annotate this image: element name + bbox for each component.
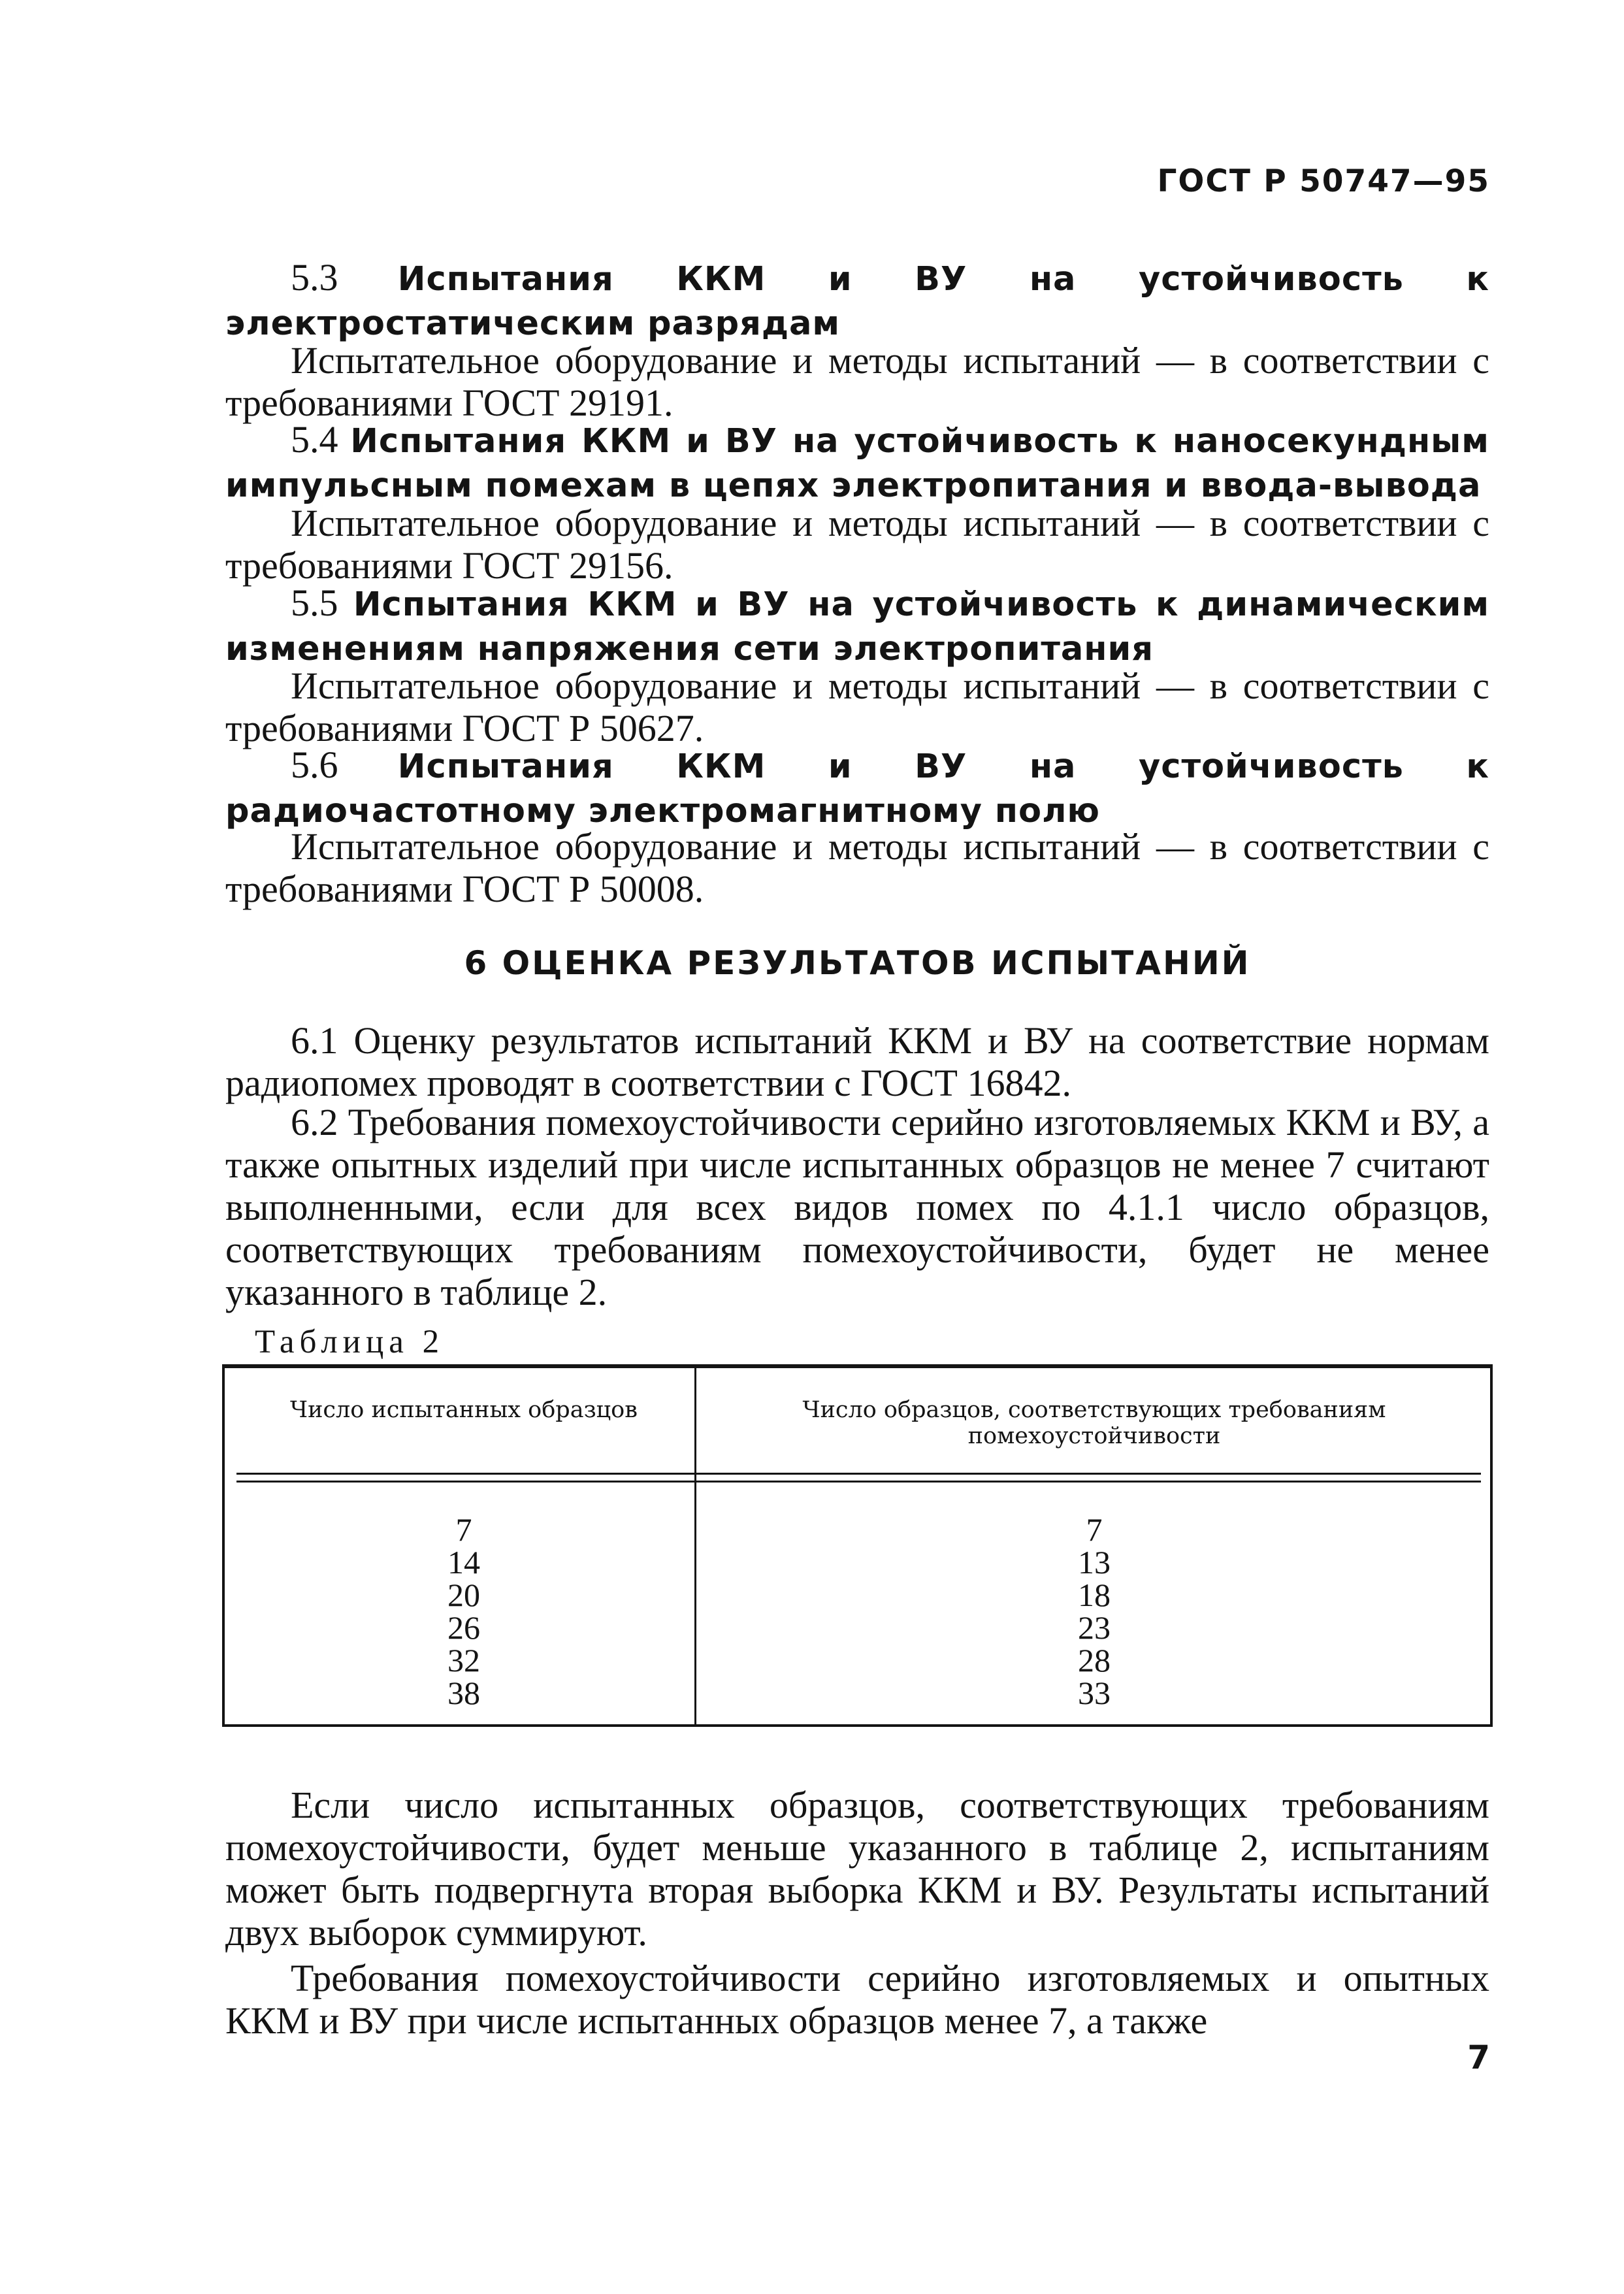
section-number: 5.4 [291,418,338,461]
page-number: 7 [1467,2039,1490,2076]
section-number: 5.3 [291,256,338,299]
section-5-3 [225,256,1489,345]
table-cell: 7 [455,1511,472,1548]
section-5-6 [225,744,1489,832]
header-rule-upper [236,1473,1481,1475]
table-cell: 32 [447,1642,480,1679]
table-cell: 18 [1078,1577,1111,1613]
paragraph-6-2: 6.2 Требования помехоустойчивости серийно изготовляемых ККМ и ВУ, а также опытных изделий при числе испытанных образцов не менее 7 считают выполненными, если для всех видов помех по 4.1.1 число образцов, соответствующих требованиям помехоустойчивости, будет не менее указанного в таблице 2. [225,1101,1489,1313]
section-number: 5.6 [291,744,338,786]
column-values-passing [709,1513,1480,1709]
section-5-3-body: Испытательное оборудование и методы испытаний — в соответствии с требованиями ГОСТ 29191. [225,339,1489,424]
table-cell: 14 [447,1544,480,1581]
section-5-6-body: Испытательное оборудование и методы испытаний — в соответствии с требованиями ГОСТ Р 50008. [225,825,1489,910]
table-2 [222,1364,1493,1727]
section-5-4 [225,418,1489,507]
section-title: Испытания ККМ и ВУ на устойчивость к динамическим изменениям напряжения сети электропитания [225,585,1490,668]
section-title: Испытания ККМ и ВУ на устойчивость к радиочастотному электромагнитному полю [225,747,1490,830]
paragraph-6-1: 6.1 Оценку результатов испытаний ККМ и ВУ на соответствие нормам радиопомех проводят в соответствии с ГОСТ 16842. [225,1019,1489,1104]
table-cell: 23 [1078,1609,1111,1646]
table-cell: 33 [1078,1675,1111,1711]
column-values-tested [235,1513,692,1709]
column-header-passing: Число образцов, соответствующих требованиям помехоустойчивости [802,1397,1386,1449]
table-right-border [1490,1364,1493,1727]
section-5-4-body: Испытательное оборудование и методы испытаний — в соответствии с требованиями ГОСТ 29156. [225,502,1489,587]
table-bottom-rule [222,1724,1493,1727]
table-left-border [222,1364,225,1727]
table-caption: Таблица 2 [255,1324,445,1360]
section-5-5-body: Испытательное оборудование и методы испытаний — в соответствии с требованиями ГОСТ Р 50627. [225,664,1489,749]
column-header-tested: Число испытанных образцов [290,1397,638,1423]
document-header: ГОСТ Р 50747—95 [1157,163,1490,199]
section-title: Испытания ККМ и ВУ на устойчивость к электростатическим разрядам [225,260,1490,343]
table-cell: 20 [447,1577,480,1613]
header-rule-lower [236,1481,1481,1483]
table-column-divider [694,1364,696,1727]
table-cell: 7 [1086,1511,1103,1548]
section-number: 5.5 [291,582,338,624]
section-5-5 [225,582,1489,670]
table-cell: 26 [447,1609,480,1646]
section-6-title: 6 ОЦЕНКА РЕЗУЛЬТАТОВ ИСПЫТАНИЙ [464,944,1251,982]
paragraph-after-table-2: Требования помехоустойчивости серийно изготовляемых и опытных ККМ и ВУ при числе испытанных образцов менее 7, а также [225,1957,1489,2042]
section-title: Испытания ККМ и ВУ на устойчивость к наносекундным импульсным помехам в цепях электропитания и ввода-вывода [225,422,1489,505]
table-cell: 28 [1078,1642,1111,1679]
paragraph-after-table-1: Если число испытанных образцов, соответствующих требованиям помехоустойчивости, будет меньше указанного в таблице 2, испытаниям может быть подвергнута вторая выборка ККМ и ВУ. Результаты испытаний двух выборок суммируют. [225,1784,1489,1954]
table-cell: 38 [447,1675,480,1711]
table-top-rule [222,1364,1493,1368]
table-cell: 13 [1078,1544,1111,1581]
